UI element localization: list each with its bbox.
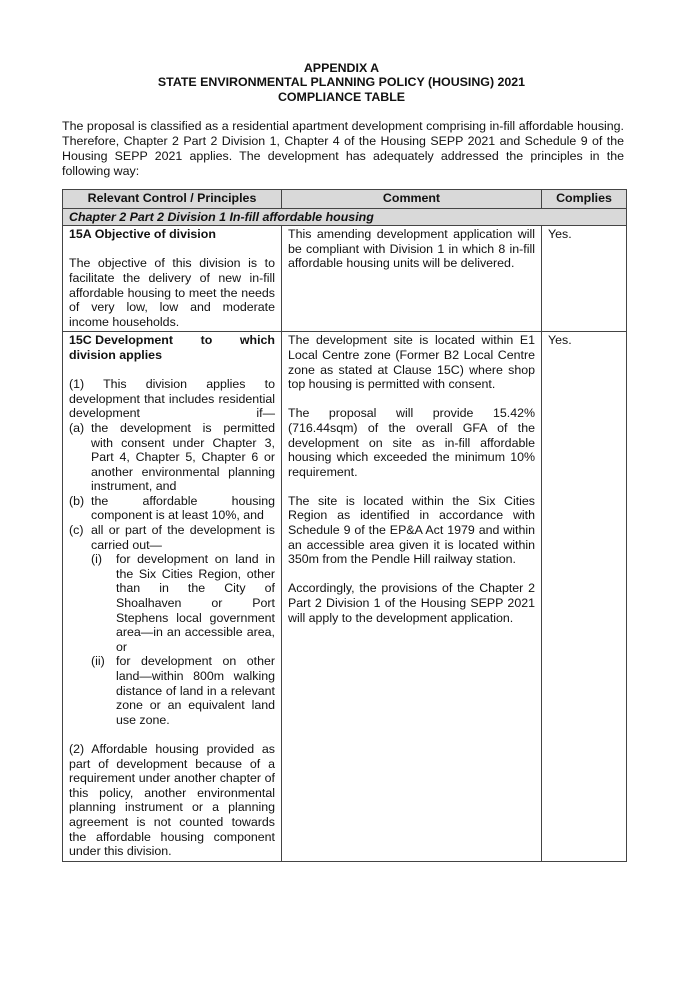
clause-subitem-i: (i) for development on land in the Six Cities Region, other than in the City of Shoalhaven or Port Stephens local government area—in an accessible area, or <box>91 552 275 654</box>
clause-item-a: (a) the development is permitted with consent under Chapter 3, Part 4, Chapter 5, Chapter 6 or another environmental planning instrument, and <box>69 420 275 494</box>
section-row <box>63 208 627 226</box>
appendix-title: APPENDIX A <box>303 61 380 75</box>
comment-paragraph: The site is located within the Six Cities Region as identified in accordance with Schedule 9 of the EP&A Act 1979 and within an accessible area given it is located within 350m from the Pendle Hill railway station. <box>288 493 535 567</box>
table-row <box>63 332 627 861</box>
clause-item-b: (b) the affordable housing component is at least 10%, and <box>69 493 275 523</box>
control-text: The objective of this division is to facilitate the delivery of new in-fill affordable housing to meet the needs of very low, low and moderate income households. <box>69 256 275 329</box>
complies-cell: Yes. <box>542 226 627 332</box>
clause-item-c: (c) all or part of the development is carried out— <box>69 523 275 552</box>
clause-subitem-ii: (ii) for development on other land—within 800m walking distance of land in a relevant zone or an equivalent land use zone. <box>91 654 275 727</box>
header-comment: Comment <box>282 190 542 209</box>
control-title: 15C Development to which <box>69 333 275 348</box>
table-row <box>63 226 627 332</box>
comment-paragraph: The proposal will provide 15.42% (716.44sqm) of the overall GFA of the development on site as in-fill affordable housing which exceeded the minimum 10% requirement. <box>288 406 535 479</box>
compliance-table <box>62 189 627 862</box>
header-complies: Complies <box>542 190 627 209</box>
control-cell <box>63 226 282 332</box>
comment-paragraph: The development site is located within E1 Local Centre zone (Former B2 Local Centre zone as stated at Clause 15C) where shop top housing is permitted with consent. <box>288 333 535 392</box>
clause-1-first-line: (1) This division applies to development that includes residential development if— <box>69 377 275 421</box>
section-title: Chapter 2 Part 2 Division 1 In-fill affordable housing <box>63 208 627 226</box>
table-header-row <box>63 190 627 209</box>
comment-cell <box>282 332 542 861</box>
policy-title: STATE ENVIRONMENTAL PLANNING POLICY (HOUSING) 2021 <box>157 75 526 90</box>
comment-paragraph: Accordingly, the provisions of the Chapter 2 Part 2 Division 1 of the Housing SEPP 2021 will apply to the development application. <box>288 581 535 625</box>
complies-cell: Yes. <box>542 332 627 861</box>
control-title: 15A Objective of division <box>69 227 216 242</box>
document-heading <box>0 61 683 104</box>
control-cell: 15C Development to which division applies (1) This division applies to development that includes residential development if— (a) the development is permitted with consent under Chapter 3, Part 4, Chapter 5, Chapter 6 or another environmental planning instrument, and (b) the affordable housing component is at least 10%, and (c) all or part of the development is carried out— (i) for development on land in the Six Cities Region, other than in the City of Shoalhaven or Port Stephens local government area—in an accessible area, or (ii) for development on other land—within 800m walking distance of land in a relevant zone or an equivalent land use zone. (2) Affordable housing provided as part of development because of a requirement under another chapter of this policy, another environmental planning instrument or a planning agreement is not counted towards the affordable housing component under this division. <box>63 332 282 861</box>
header-control: Relevant Control / Principles <box>63 190 282 209</box>
clause-2: (2) Affordable housing provided as part of development because of a requirement under another chapter of this policy, another environmental planning instrument or a planning agreement is not counted towards the affordable housing component under this division. <box>69 741 275 859</box>
intro-paragraph: The proposal is classified as a residential apartment development comprising in-fill affordable housing. Therefore, Chapter 2 Part 2 Division 1, Chapter 4 of the Housing SEPP 2021 and Schedule 9 of the Housing SEPP 2021 applies. The development has adequately addressed the principles in the following way: <box>62 119 624 178</box>
table-title: COMPLIANCE TABLE <box>277 89 406 104</box>
comment-cell: This amending development application will be compliant with Division 1 in which 8 in-fill affordable housing units will be delivered. <box>282 226 542 332</box>
